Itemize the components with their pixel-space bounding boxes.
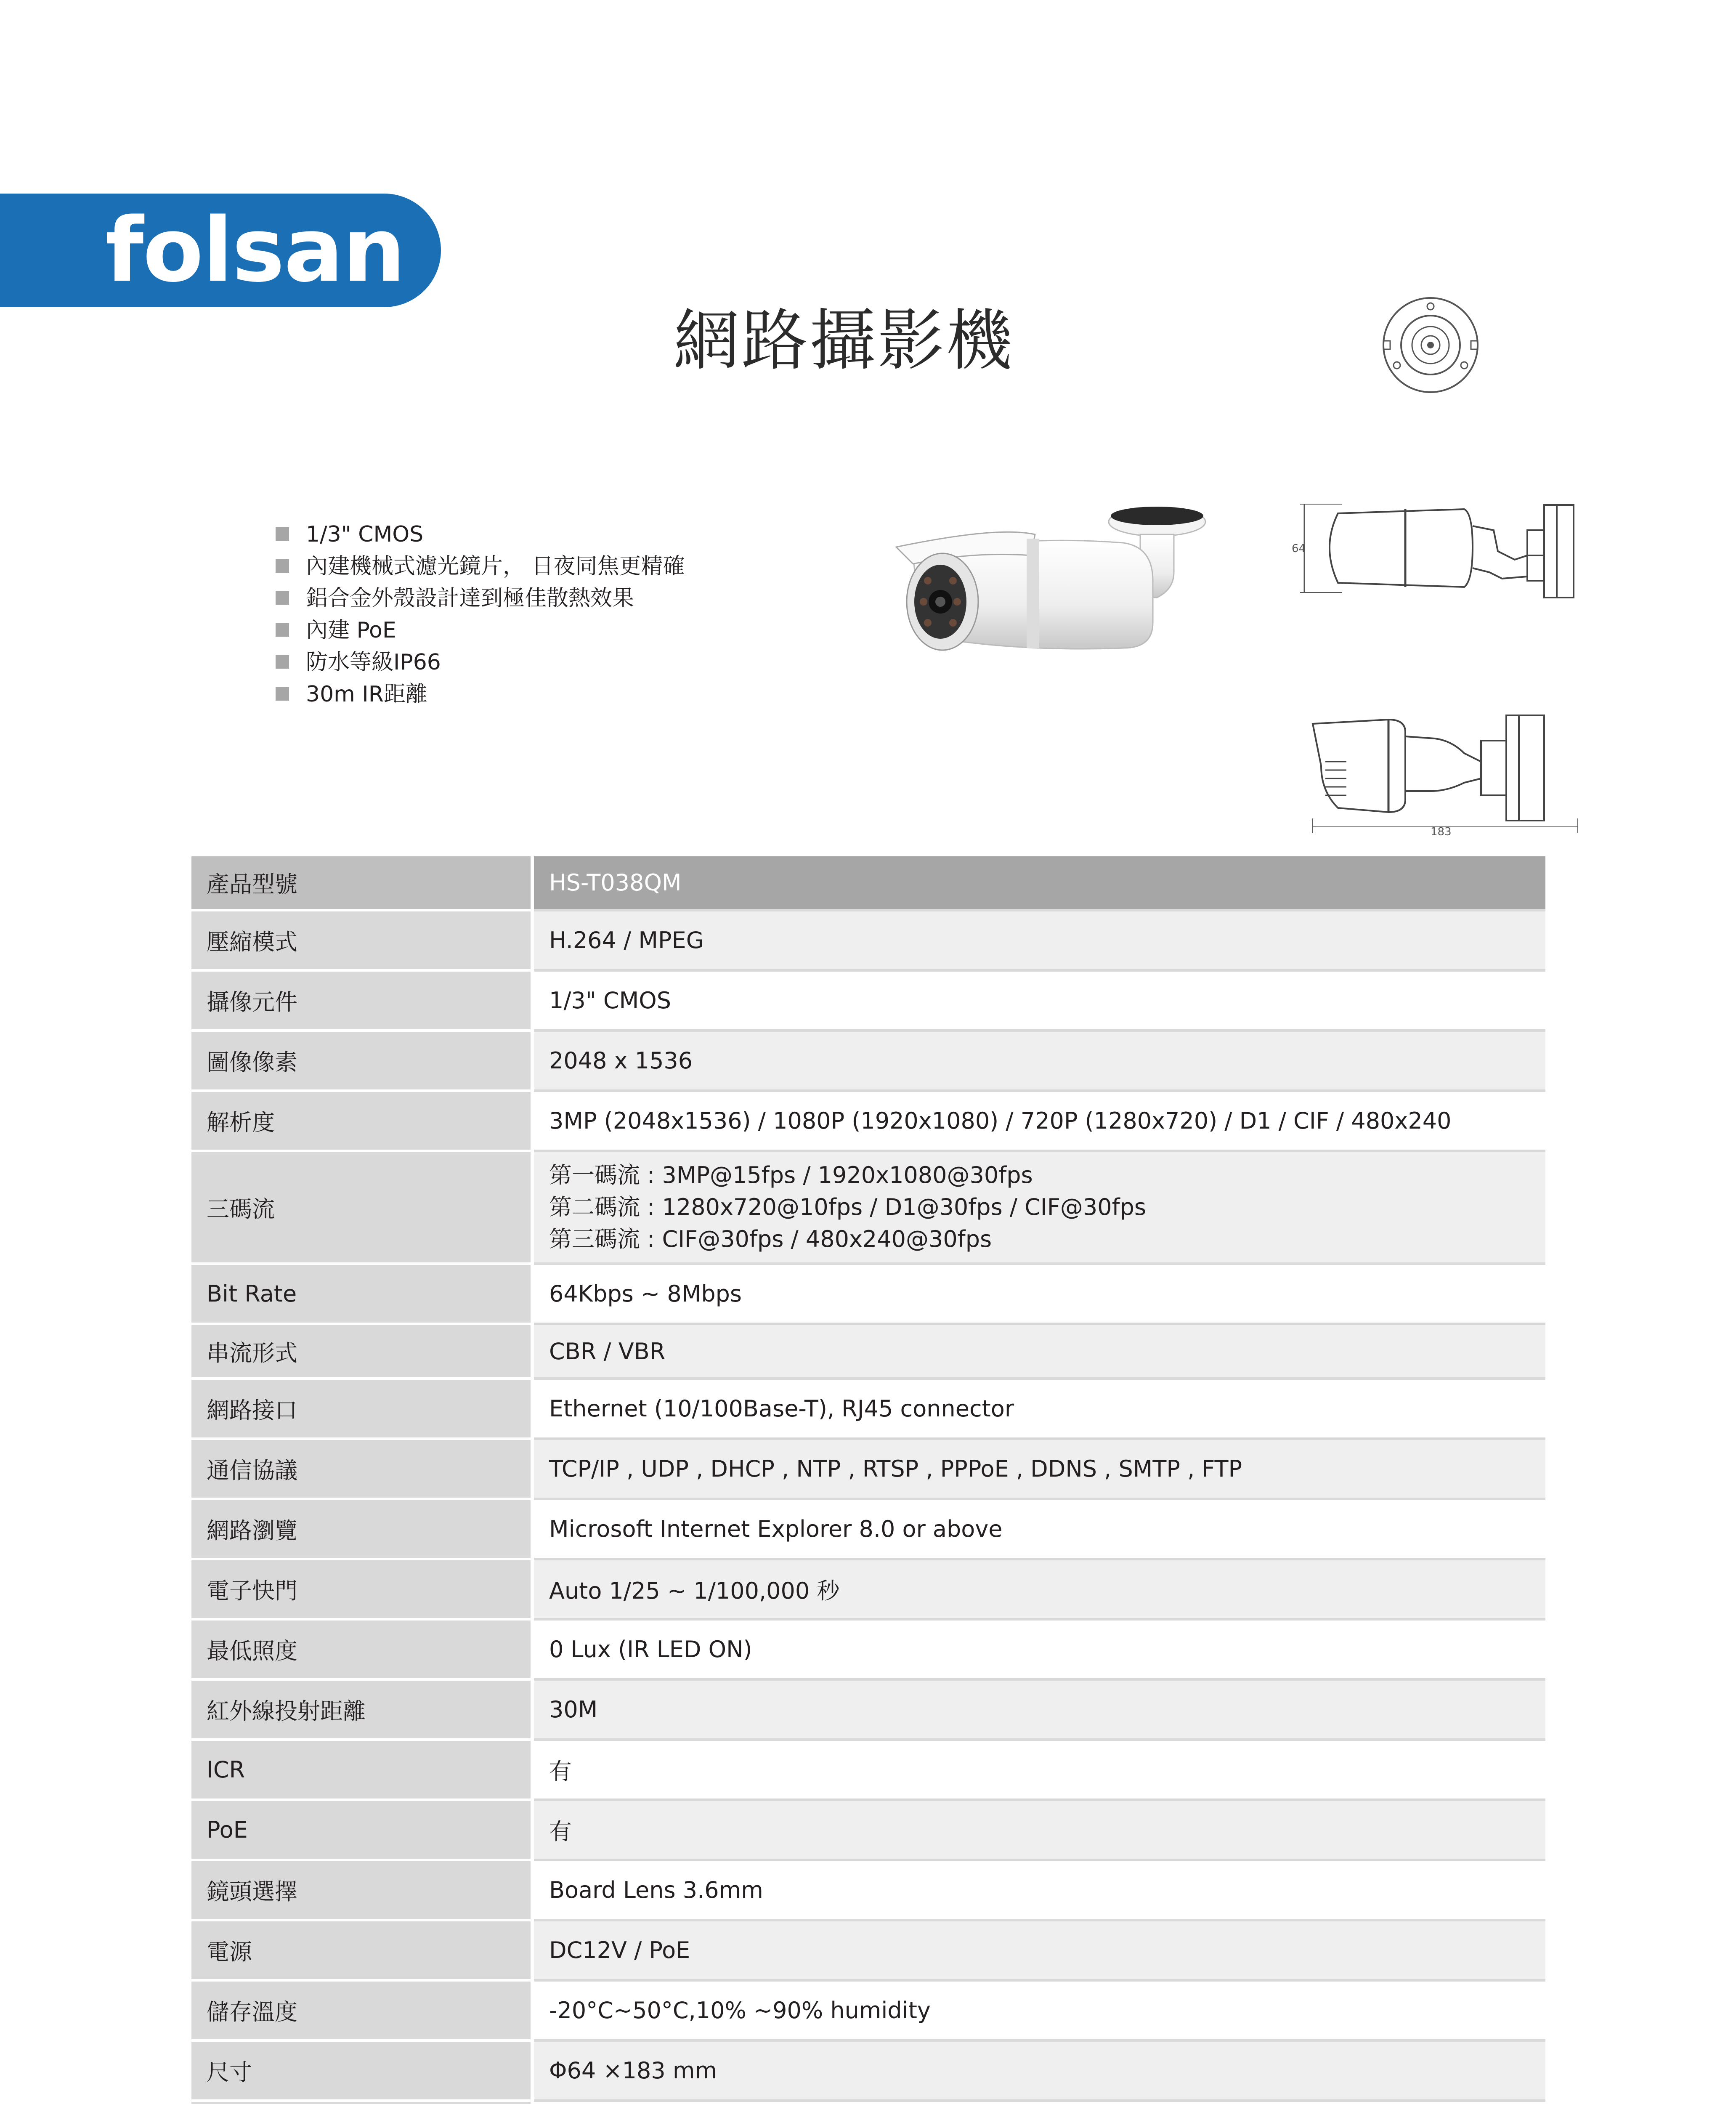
table-row	[191, 2101, 1545, 2104]
spec-table	[191, 856, 1545, 2104]
spec-label: PoE	[191, 1800, 532, 1860]
spec-label: Bit Rate	[191, 1264, 532, 1324]
table-row	[191, 1031, 1545, 1091]
table-row	[191, 1559, 1545, 1619]
feature-item: 30m IR距離	[276, 678, 685, 710]
table-header-row	[191, 856, 1545, 910]
feature-item: 鋁合金外殼設計達到極佳散熱效果	[276, 582, 685, 614]
spec-label: 三碼流	[191, 1151, 532, 1264]
spec-value: 64Kbps ~ 8Mbps	[532, 1264, 1545, 1324]
table-row	[191, 910, 1545, 970]
camera-side-view-drawing	[1292, 497, 1599, 606]
table-row	[191, 1860, 1545, 1920]
bullet-icon	[276, 655, 289, 669]
table-row	[191, 1324, 1545, 1379]
spec-value: 3MP (2048x1536) / 1080P (1920x1080) / 720P (1280x720) / D1 / CIF / 480x240	[532, 1091, 1545, 1151]
camera-length-drawing	[1304, 707, 1599, 837]
camera-product-image	[888, 497, 1208, 682]
spec-label: 產品型號	[191, 856, 532, 910]
table-row	[191, 1379, 1545, 1439]
spec-label: 紅外線投射距離	[191, 1679, 532, 1740]
spec-label: 尺寸	[191, 2040, 532, 2101]
spec-value: TCP/IP , UDP , DHCP , NTP , RTSP , PPPoE , DDNS , SMTP , FTP	[532, 1439, 1545, 1499]
table-row	[191, 1264, 1545, 1324]
table-row	[191, 1151, 1545, 1264]
table-row	[191, 1439, 1545, 1499]
spec-value: Ethernet (10/100Base-T), RJ45 connector	[532, 1379, 1545, 1439]
spec-value: 有	[532, 1740, 1545, 1800]
spec-value: HS-T038QM	[532, 856, 1545, 910]
spec-value: 2048 x 1536	[532, 1031, 1545, 1091]
bullet-icon	[276, 559, 289, 573]
feature-item: 內建機械式濾光鏡片， 日夜同焦更精確	[276, 550, 685, 582]
camera-top-view-drawing	[1376, 290, 1485, 400]
spec-value: 30M	[532, 1679, 1545, 1740]
spec-label: 網路接口	[191, 1379, 532, 1439]
spec-value: Board Lens 3.6mm	[532, 1860, 1545, 1920]
spec-label: 儲存溫度	[191, 1980, 532, 2040]
table-row	[191, 970, 1545, 1031]
spec-value	[532, 2101, 1545, 2104]
spec-label: 電子快門	[191, 1559, 532, 1619]
page-title: 網路攝影機	[673, 302, 1014, 380]
bullet-icon	[276, 527, 289, 541]
spec-label: 通信協議	[191, 1439, 532, 1499]
table-row	[191, 1091, 1545, 1151]
spec-value: H.264 / MPEG	[532, 910, 1545, 970]
table-row	[191, 1619, 1545, 1679]
length-dimension-label: 183	[1431, 826, 1452, 837]
table-row	[191, 1740, 1545, 1800]
feature-item: 防水等級IP66	[276, 646, 685, 678]
spec-label: 網路瀏覽	[191, 1499, 532, 1559]
spec-label: 最低照度	[191, 1619, 532, 1679]
stream-line: 第二碼流 : 1280x720@10fps / D1@30fps / CIF@30fps	[549, 1194, 1147, 1220]
feature-item: 內建 PoE	[276, 614, 685, 646]
spec-value: Auto 1/25 ~ 1/100,000 秒	[532, 1559, 1545, 1619]
spec-value: -20°C~50°C,10% ~90% humidity	[532, 1980, 1545, 2040]
stream-line: 第一碼流 : 3MP@15fps / 1920x1080@30fps	[549, 1162, 1033, 1188]
spec-value	[532, 1151, 1545, 1264]
feature-item: 1/3" CMOS	[276, 518, 685, 550]
table-row	[191, 1800, 1545, 1860]
height-dimension-label: 64	[1292, 542, 1306, 555]
spec-value: DC12V / PoE	[532, 1920, 1545, 1980]
spec-value: Microsoft Internet Explorer 8.0 or above	[532, 1499, 1545, 1559]
spec-label: 串流形式	[191, 1324, 532, 1379]
spec-value: 0 Lux (IR LED ON)	[532, 1619, 1545, 1679]
spec-label: 解析度	[191, 1091, 532, 1151]
table-row	[191, 1920, 1545, 1980]
spec-label: 攝像元件	[191, 970, 532, 1031]
stream-line: 第三碼流 : CIF@30fps / 480x240@30fps	[549, 1226, 992, 1252]
spec-value: 1/3" CMOS	[532, 970, 1545, 1031]
bullet-icon	[276, 591, 289, 605]
bullet-icon	[276, 623, 289, 637]
spec-label: 壓縮模式	[191, 910, 532, 970]
bullet-icon	[276, 687, 289, 701]
spec-value: CBR / VBR	[532, 1324, 1545, 1379]
table-row	[191, 1980, 1545, 2040]
brand-logo: folsan	[105, 199, 405, 302]
table-row	[191, 2040, 1545, 2101]
spec-label: 圖像像素	[191, 1031, 532, 1091]
spec-label: 鏡頭選擇	[191, 1860, 532, 1920]
table-row	[191, 1679, 1545, 1740]
table-row	[191, 1499, 1545, 1559]
feature-list	[276, 518, 685, 710]
spec-value: Φ64 ×183 mm	[532, 2040, 1545, 2101]
spec-label: ICR	[191, 1740, 532, 1800]
spec-label	[191, 2101, 532, 2104]
spec-label: 電源	[191, 1920, 532, 1980]
spec-value: 有	[532, 1800, 1545, 1860]
